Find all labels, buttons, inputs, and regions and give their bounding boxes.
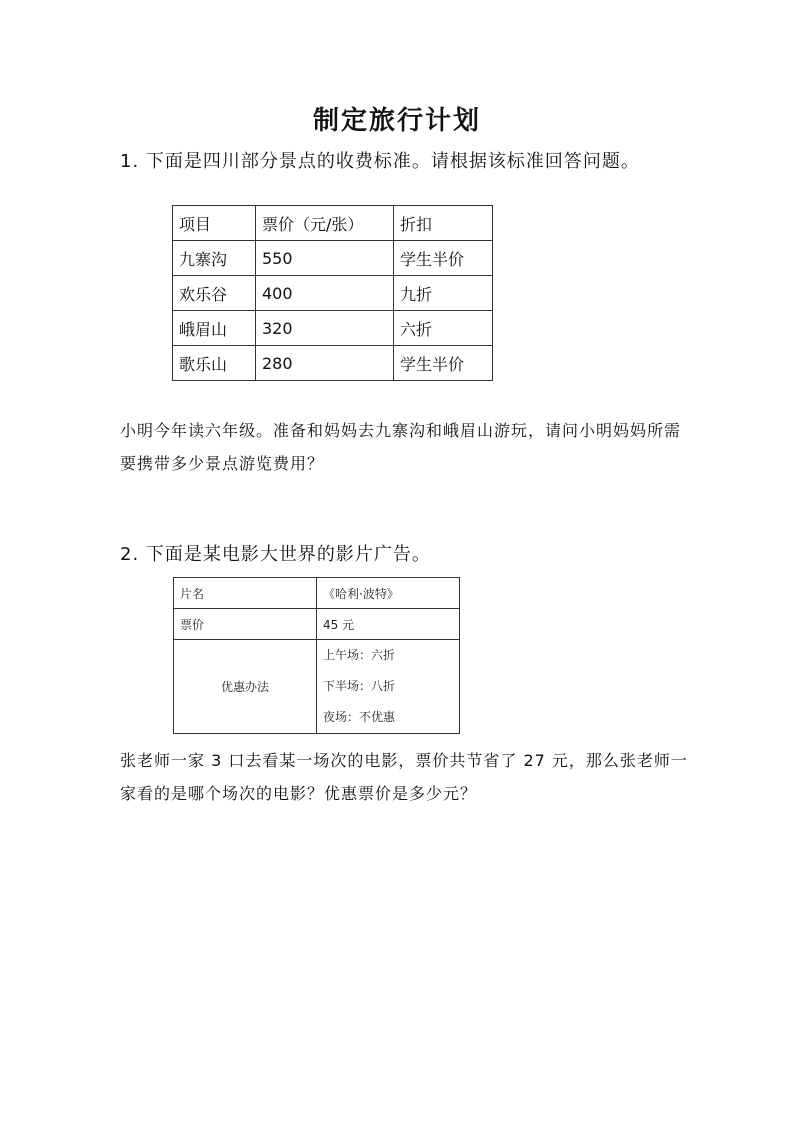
table-cell: 九寨沟	[173, 241, 256, 276]
table-row	[173, 346, 493, 381]
table-row	[174, 640, 460, 734]
question-2-text: 张老师一家 3 口去看某一场次的电影，票价共节省了 27 元，那么张老师一家看的是哪个场次的电影？优惠票价是多少元？	[120, 751, 688, 803]
table-row	[173, 311, 493, 346]
page-title: 制定旅行计划	[312, 106, 481, 136]
price-value: 45 元	[317, 609, 460, 640]
header-cell: 折扣	[394, 206, 493, 241]
table-row	[173, 276, 493, 311]
film-label: 片名	[174, 578, 317, 609]
scenic-fee-table	[172, 205, 493, 381]
table-cell: 400	[256, 276, 394, 311]
table-cell: 歌乐山	[173, 346, 256, 381]
discount-list	[317, 640, 460, 734]
discount-label: 优惠办法	[174, 640, 317, 734]
table-cell: 学生半价	[394, 346, 493, 381]
question-2-heading: 2. 下面是某电影大世界的影片广告。	[120, 544, 431, 565]
movie-ad-table	[173, 577, 460, 734]
table-row	[173, 241, 493, 276]
table-header-row	[173, 206, 493, 241]
table-cell: 六折	[394, 311, 493, 346]
table-cell: 欢乐谷	[173, 276, 256, 311]
discount-item: 上午场：六折	[323, 648, 396, 662]
table-cell: 280	[256, 346, 394, 381]
table-row	[174, 578, 460, 609]
film-value: 《哈利·波特》	[317, 578, 460, 609]
table-cell: 学生半价	[394, 241, 493, 276]
header-cell: 项目	[173, 206, 256, 241]
question-1-heading: 1. 下面是四川部分景点的收费标准。请根据该标准回答问题。	[120, 151, 640, 172]
price-label: 票价	[174, 609, 317, 640]
question-1-text: 小明今年读六年级。准备和妈妈去九寨沟和峨眉山游玩，请问小明妈妈所需要携带多少景点游览费用？	[120, 421, 682, 473]
discount-item: 下半场：八折	[323, 679, 396, 693]
table-row	[174, 609, 460, 640]
table-cell: 550	[256, 241, 394, 276]
table-cell: 320	[256, 311, 394, 346]
table-cell: 峨眉山	[173, 311, 256, 346]
table-cell: 九折	[394, 276, 493, 311]
header-cell: 票价（元/张）	[256, 206, 394, 241]
discount-item: 夜场：不优惠	[323, 710, 396, 724]
